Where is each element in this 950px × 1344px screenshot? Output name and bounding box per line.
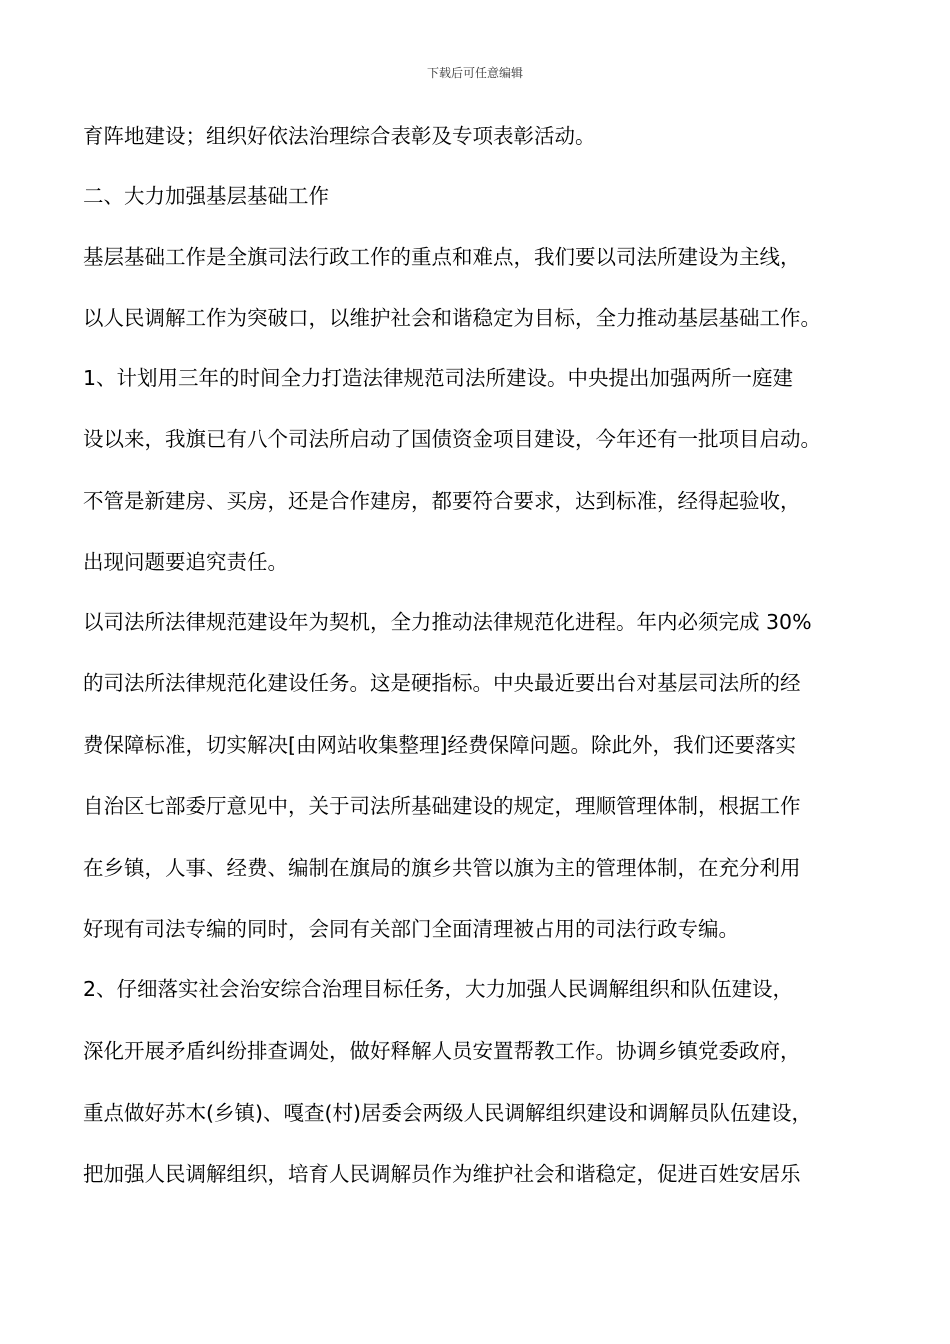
paragraph-line-16: 深化开展矛盾纠纷排查调处，做好释解人员安置帮教工作。协调乡镇党委政府， <box>83 1039 801 1063</box>
paragraph-line-12: 自治区七部委厅意见中，关于司法所基础建设的规定，理顺管理体制，根据工作 <box>83 794 801 818</box>
paragraph-line-9: 以司法所法律规范建设年为契机，全力推动法律规范化进程。年内必须完成 30% <box>83 610 812 634</box>
paragraph-line-3: 基层基础工作是全旗司法行政工作的重点和难点，我们要以司法所建设为主线， <box>83 245 801 269</box>
paragraph-line-11: 费保障标准，切实解决[由网站收集整理]经费保障问题。除此外，我们还要落实 <box>83 733 796 757</box>
paragraph-line-18: 把加强人民调解组织，培育人民调解员作为维护社会和谐稳定，促进百姓安居乐 <box>83 1162 801 1186</box>
paragraph-line-17: 重点做好苏木(乡镇)、嘎查(村)居委会两级人民调解组织建设和调解员队伍建设， <box>83 1101 812 1125</box>
paragraph-line-10: 的司法所法律规范化建设任务。这是硬指标。中央最近要出台对基层司法所的经 <box>83 671 801 695</box>
paragraph-line-5: 1、计划用三年的时间全力打造法律规范司法所建设。中央提出加强两所一庭建 <box>83 366 794 390</box>
paragraph-line-4: 以人民调解工作为突破口，以维护社会和谐稳定为目标，全力推动基层基础工作。 <box>83 306 821 330</box>
paragraph-line-14: 好现有司法专编的同时，会同有关部门全面清理被占用的司法行政专编。 <box>83 917 739 941</box>
paragraph-line-8: 出现问题要追究责任。 <box>83 550 288 574</box>
paragraph-line-6: 设以来，我旗已有八个司法所启动了国债资金项目建设，今年还有一批项目启动。 <box>83 427 821 451</box>
section-heading-2: 二、大力加强基层基础工作 <box>83 184 329 208</box>
paragraph-line-15: 2、仔细落实社会治安综合治理目标任务，大力加强人民调解组织和队伍建设， <box>83 977 794 1001</box>
paragraph-line-7: 不管是新建房、买房，还是合作建房，都要符合要求，达到标准，经得起验收， <box>83 489 801 513</box>
page-header: 下载后可任意编辑 <box>426 66 523 80</box>
paragraph-line-13: 在乡镇，人事、经费、编制在旗局的旗乡共管以旗为主的管理体制，在充分利用 <box>83 856 801 880</box>
paragraph-line-1: 育阵地建设；组织好依法治理综合表彰及专项表彰活动。 <box>83 124 596 148</box>
